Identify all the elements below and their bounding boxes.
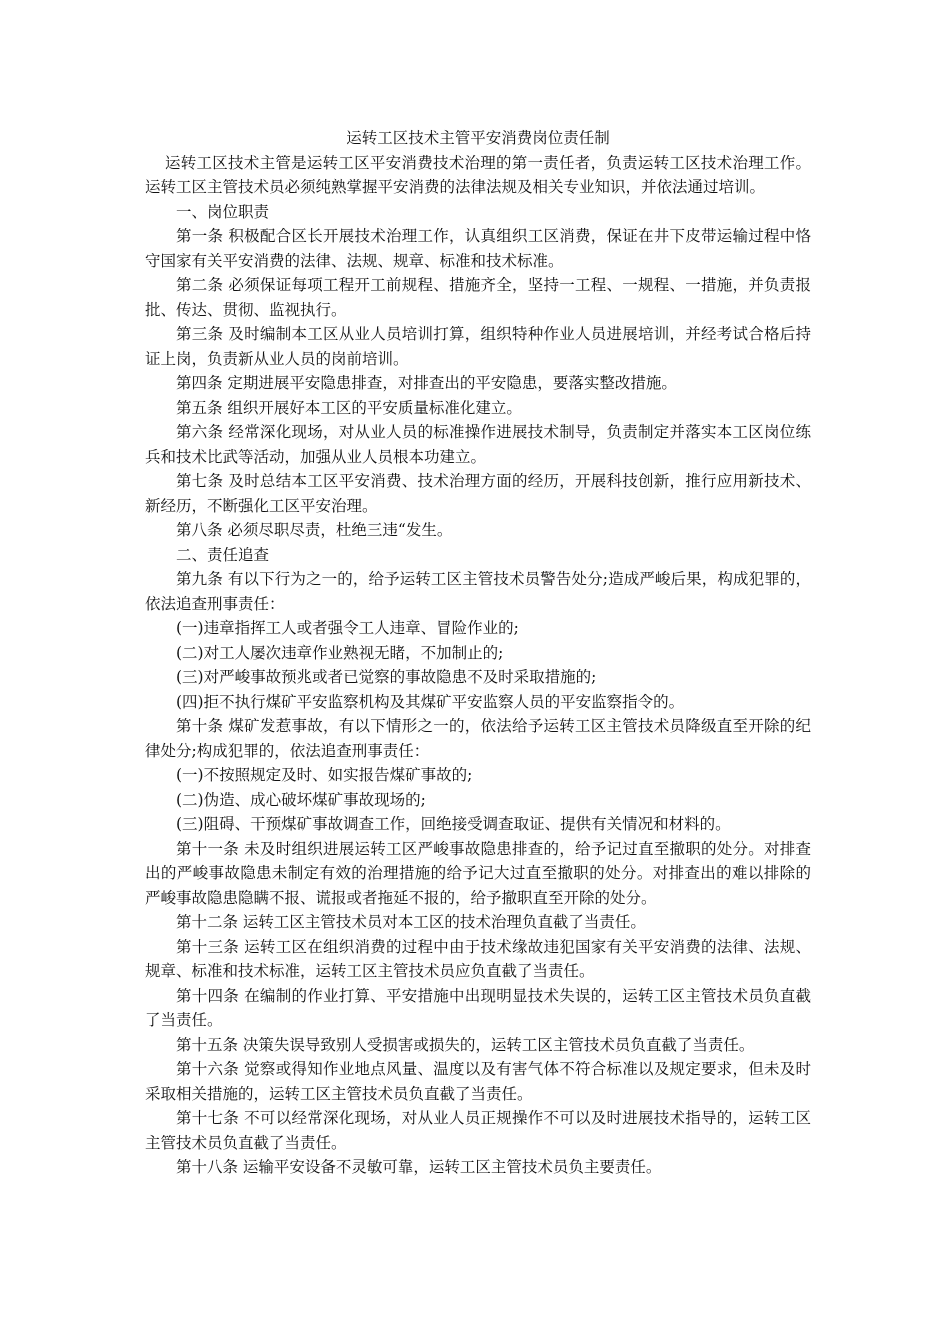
article-1: 第一条 积极配合区长开展技术治理工作，认真组织工区消费，保证在井下皮带运输过程中恪守国家有关平安消费的法律、法规、规章、标准和技术标准。 (145, 227, 811, 270)
article-16: 第十六条 觉察或得知作业地点风量、温度以及有害气体不符合标准以及规定要求，但未及时采取相关措施的，运转工区主管技术员负直截了当责任。 (145, 1060, 811, 1103)
article-9: 第九条 有以下行为之一的，给予运转工区主管技术员警告处分;造成严峻后果，构成犯罪的，依法追查刑事责任： (145, 570, 811, 613)
article-12: 第十二条 运转工区主管技术员对本工区的技术治理负直截了当责任。 (176, 913, 646, 931)
article-9-item-1: (一)违章指挥工人或者强令工人违章、冒险作业的; (176, 619, 519, 637)
article-8: 第八条 必须尽职尽责，杜绝三违“发生。 (176, 521, 453, 539)
article-2: 第二条 必须保证每项工程开工前规程、措施齐全，坚持一工程、一规程、一措施，并负责报批、传达、贯彻、监视执行。 (145, 276, 811, 319)
article-3: 第三条 及时编制本工区从业人员培训打算，组织特种作业人员进展培训，并经考试合格后持证上岗，负责新从业人员的岗前培训。 (145, 325, 811, 368)
article-9-item-4: (四)拒不执行煤矿平安监察机构及其煤矿平安监察人员的平安监察指令的。 (176, 692, 685, 711)
article-13: 第十三条 运转工区在组织消费的过程中由于技术缘故违犯国家有关平安消费的法律、法规、规章、标准和技术标准，运转工区主管技术员应负直截了当责任。 (145, 937, 811, 980)
article-10-item-3: (三)阻碍、干预煤矿事故调查工作，回绝接受调查取证、提供有关情况和材料的。 (176, 815, 731, 833)
article-9-item-2: (二)对工人屡次违章作业熟视无睹，不加制止的; (176, 643, 504, 662)
section-heading-accountability: 二、责任追查 (176, 545, 270, 564)
document-page (145, 126, 811, 1180)
article-15: 第十五条 决策失误导致别人受损害或损失的，运转工区主管技术员负直截了当责任。 (176, 1035, 755, 1054)
document-title: 运转工区技术主管平安消费岗位责任制 (346, 129, 610, 147)
article-10-item-1: (一)不按照规定及时、如实报告煤矿事故的; (176, 766, 473, 784)
article-9-item-3: (三)对严峻事故预兆或者已觉察的事故隐患不及时采取措施的; (176, 668, 597, 686)
article-17: 第十七条 不可以经常深化现场，对从业人员正规操作不可以及时进展技术指导的，运转工区主管技术员负直截了当责任。 (145, 1109, 811, 1152)
section-heading-duties: 一、岗位职责 (176, 202, 270, 221)
article-4: 第四条 定期进展平安隐患排查，对排查出的平安隐患，要落实整改措施。 (176, 374, 677, 392)
article-18: 第十八条 运输平安设备不灵敏可靠，运转工区主管技术员负主要责任。 (176, 1158, 662, 1176)
article-14: 第十四条 在编制的作业打算、平安措施中出现明显技术失误的，运转工区主管技术员负直截了当责任。 (145, 986, 811, 1029)
article-10-item-2: (二)伪造、成心破坏煤矿事故现场的; (176, 790, 426, 809)
article-11: 第十一条 未及时组织进展运转工区严峻事故隐患排查的，给予记过直至撤职的处分。对排查出的严峻事故隐患未制定有效的治理措施的给予记大过直至撤职的处分。对排查出的难以排除的严峻事故隐患隐瞒不报、谎报或者拖延不报的，给予撤职直至开除的处分。 (145, 839, 811, 907)
article-10: 第十条 煤矿发惹事故，有以下情形之一的，依法给予运转工区主管技术员降级直至开除的纪律处分;构成犯罪的，依法追查刑事责任： (145, 717, 811, 760)
article-5: 第五条 组织开展好本工区的平安质量标准化建立。 (176, 398, 522, 417)
intro-paragraph: 运转工区技术主管是运转工区平安消费技术治理的第一责任者，负责运转工区技术治理工作。运转工区主管技术员必须纯熟掌握平安消费的法律法规及相关专业知识，并依法通过培训。 (145, 153, 811, 196)
article-7: 第七条 及时总结本工区平安消费、技术治理方面的经历，开展科技创新，推行应用新技术、新经历，不断强化工区平安治理。 (145, 472, 811, 515)
article-6: 第六条 经常深化现场，对从业人员的标准操作进展技术制导，负责制定并落实本工区岗位练兵和技术比武等活动，加强从业人员根本功建立。 (145, 423, 811, 466)
